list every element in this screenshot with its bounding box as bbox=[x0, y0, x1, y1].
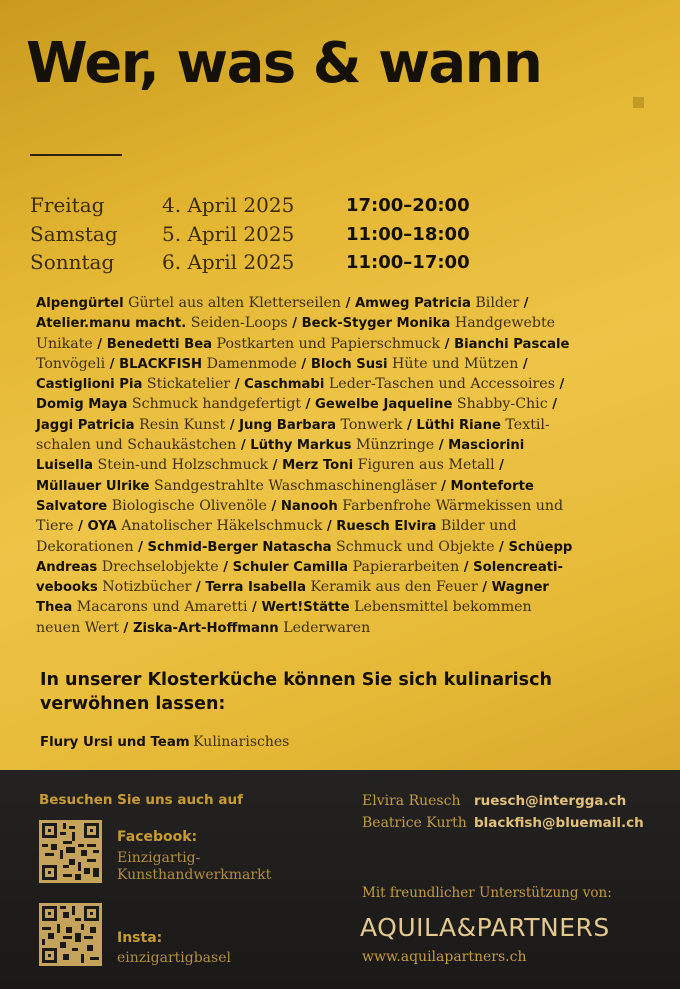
exhibitor-description: Tiere bbox=[36, 518, 79, 535]
title-underline bbox=[30, 154, 122, 156]
exhibitor-name: Müllauer Ulrike bbox=[36, 478, 150, 494]
exhibitor-name: Atelier.manu macht. bbox=[36, 316, 187, 332]
exhibitor-description: Figuren aus Metall bbox=[353, 457, 500, 474]
exhibitor-description: Gürtel aus alten Kletterseilen bbox=[123, 295, 346, 311]
exhibitor-description: schalen und Schaukästchen bbox=[36, 437, 241, 454]
facebook-label: Facebook: bbox=[117, 829, 198, 845]
facebook-value-line-1[interactable]: Einzigartig- bbox=[117, 850, 201, 866]
exhibitor-name: / Bloch Susi bbox=[301, 356, 388, 372]
schedule-time: 11:00–17:00 bbox=[346, 252, 470, 273]
corner-mark bbox=[633, 97, 644, 108]
exhibitor-name: Alpengürtel bbox=[36, 296, 124, 311]
exhibitor-name: / Wagner bbox=[482, 580, 549, 596]
exhibitor-name: / BLACKFISH bbox=[109, 356, 203, 372]
exhibitor-name: / Jung Barbara bbox=[229, 417, 337, 433]
schedule-date: 6. April 2025 bbox=[162, 250, 295, 274]
exhibitor-line bbox=[36, 577, 656, 597]
exhibitor-line bbox=[36, 293, 656, 313]
exhibitor-description: Tonvögeli bbox=[36, 355, 110, 372]
exhibitor-description: Biologische Olivenöle bbox=[107, 497, 272, 514]
schedule-day: Samstag bbox=[30, 222, 118, 246]
exhibitor-line bbox=[36, 618, 656, 638]
exhibitor-name: / Lüthy Markus bbox=[240, 438, 352, 454]
exhibitor-name: / Beck-Styger Monika bbox=[292, 316, 451, 332]
exhibitor-name: / Wert!Stätte bbox=[252, 600, 350, 616]
exhibitor-description: Leder-Taschen und Accessoires bbox=[324, 376, 560, 393]
exhibitor-name: / Gewelbe Jaqueline bbox=[305, 397, 453, 413]
exhibitor-line bbox=[36, 455, 656, 475]
exhibitor-description: Anatolischer Häkelschmuck bbox=[116, 518, 327, 535]
exhibitor-description: Farbenfrohe Wärmekissen und bbox=[337, 497, 564, 514]
exhibitor-description: Handgewebte bbox=[450, 315, 556, 332]
exhibitor-line bbox=[36, 415, 656, 435]
exhibitor-line bbox=[36, 597, 656, 617]
exhibitor-name: / Monteforte bbox=[441, 478, 534, 494]
instagram-label: Insta: bbox=[117, 930, 163, 946]
exhibitor-name: / Merz Toni bbox=[272, 458, 354, 474]
exhibitor-name: / Terra Isabella bbox=[195, 580, 306, 596]
exhibitor-line bbox=[36, 334, 656, 354]
exhibitor-name: / Lüthi Riane bbox=[407, 417, 501, 433]
exhibitor-line bbox=[36, 537, 656, 557]
exhibitor-line bbox=[36, 354, 656, 374]
exhibitor-description: Hüte und Mützen bbox=[387, 355, 523, 372]
exhibitor-line bbox=[36, 313, 656, 333]
kitchen-team-name: Flury Ursi und Team bbox=[40, 735, 190, 750]
exhibitor-name: / bbox=[552, 397, 558, 413]
facebook-qr-code[interactable] bbox=[39, 820, 102, 883]
social-heading: Besuchen Sie uns auch auf bbox=[39, 792, 243, 808]
schedule-day: Freitag bbox=[30, 193, 105, 217]
exhibitor-line bbox=[36, 374, 656, 394]
exhibitor-description: Münzringe bbox=[351, 437, 439, 454]
exhibitor-description: Keramik aus den Feuer bbox=[305, 579, 483, 596]
exhibitor-name: / Benedetti Bea bbox=[97, 336, 213, 352]
exhibitor-list bbox=[36, 293, 656, 638]
exhibitor-line bbox=[36, 496, 656, 516]
qr-icon bbox=[39, 903, 102, 966]
contact-name: Elvira Ruesch bbox=[362, 793, 461, 809]
exhibitor-description: Notizbücher bbox=[97, 579, 196, 596]
sponsor-url[interactable]: www.aquilapartners.ch bbox=[362, 949, 527, 965]
exhibitor-name: Salvatore bbox=[36, 498, 108, 514]
exhibitor-description: Damenmode bbox=[202, 355, 302, 372]
exhibitor-name: / OYA bbox=[78, 519, 117, 535]
schedule-row bbox=[30, 222, 630, 250]
exhibitor-name: Castiglioni Pia bbox=[36, 377, 143, 393]
instagram-value[interactable]: einzigartigbasel bbox=[117, 950, 231, 966]
exhibitor-description: Macarons und Amaretti bbox=[72, 599, 253, 616]
exhibitor-description: Tonwerk bbox=[336, 416, 407, 433]
exhibitor-line bbox=[36, 557, 656, 577]
exhibitor-name: Domig Maya bbox=[36, 397, 128, 413]
schedule-row bbox=[30, 193, 630, 221]
kitchen-heading: In unserer Klosterküche können Sie sich kulinarisch verwöhnen lassen: bbox=[40, 670, 552, 714]
schedule-row bbox=[30, 250, 630, 278]
exhibitor-description: Schmuck handgefertigt bbox=[127, 396, 306, 413]
exhibitor-description: Textil- bbox=[500, 416, 550, 433]
facebook-value-line-2[interactable]: Kunsthandwerkmarkt bbox=[117, 867, 272, 883]
exhibitor-name: / Ziska-Art-Hoffmann bbox=[123, 620, 279, 636]
exhibitor-name: / Schuler Camilla bbox=[223, 559, 349, 575]
exhibitor-description: Unikate bbox=[36, 335, 98, 352]
exhibitor-description: Shabby-Chic bbox=[452, 396, 553, 413]
exhibitor-name: Jaggi Patricia bbox=[36, 417, 135, 433]
exhibitor-description: Lebensmittel bekommen bbox=[349, 599, 532, 616]
exhibitor-description: Stickatelier bbox=[142, 376, 235, 393]
kitchen-team-desc: Kulinarisches bbox=[193, 734, 290, 750]
exhibitor-description: Bilder und bbox=[436, 518, 517, 535]
contact-email[interactable]: blackfish@bluemail.ch bbox=[474, 815, 644, 831]
exhibitor-description: Resin Kunst bbox=[134, 416, 230, 433]
exhibitor-name: Thea bbox=[36, 600, 73, 616]
exhibitor-name: / bbox=[522, 356, 528, 372]
exhibitor-description: Postkarten und Papierschmuck bbox=[212, 335, 445, 352]
exhibitor-name: / Nanooh bbox=[271, 498, 338, 514]
schedule-date: 4. April 2025 bbox=[162, 193, 295, 217]
contact-name: Beatrice Kurth bbox=[362, 815, 467, 831]
exhibitor-description: Papierarbeiten bbox=[348, 558, 464, 575]
exhibitor-description: Bilder bbox=[470, 295, 524, 311]
exhibitor-name: Luisella bbox=[36, 458, 94, 474]
exhibitor-name: / bbox=[559, 377, 565, 393]
instagram-qr-code[interactable] bbox=[39, 903, 102, 966]
exhibitor-name: / Caschmabi bbox=[234, 377, 325, 393]
exhibitor-description: Drechselobjekte bbox=[97, 558, 224, 575]
schedule-day: Sonntag bbox=[30, 250, 115, 274]
exhibitor-name: / Schüepp bbox=[499, 539, 573, 555]
exhibitor-name: / bbox=[523, 296, 529, 311]
exhibitor-description: Dekorationen bbox=[36, 538, 139, 555]
schedule-time: 11:00–18:00 bbox=[346, 224, 470, 245]
exhibitor-name: vebooks bbox=[36, 580, 98, 596]
sponsor-label: Mit freundlicher Unterstützung von: bbox=[362, 885, 612, 901]
exhibitor-line bbox=[36, 394, 656, 414]
kitchen-team bbox=[40, 734, 289, 751]
exhibitor-name: / bbox=[499, 458, 504, 474]
exhibitor-line bbox=[36, 476, 656, 496]
exhibitor-description: neuen Wert bbox=[36, 619, 124, 636]
exhibitor-name: / Solencreati- bbox=[463, 559, 564, 575]
schedule-time: 17:00–20:00 bbox=[346, 195, 470, 216]
exhibitor-name: / Schmid-Berger Natascha bbox=[138, 539, 332, 555]
exhibitor-description: Schmuck und Objekte bbox=[331, 538, 500, 555]
page-title: Wer, was & wann bbox=[26, 31, 542, 96]
exhibitor-name: Andreas bbox=[36, 559, 98, 575]
schedule-date: 5. April 2025 bbox=[162, 222, 295, 246]
exhibitor-description: Lederwaren bbox=[278, 619, 371, 636]
exhibitor-name: / Amweg Patricia bbox=[345, 296, 471, 311]
qr-icon bbox=[39, 820, 102, 883]
exhibitor-line bbox=[36, 516, 656, 536]
exhibitor-description: Sandgestrahlte Waschmaschinengläser bbox=[149, 477, 442, 494]
exhibitor-name: / Masciorini bbox=[438, 438, 525, 454]
exhibitor-description: Seiden-Loops bbox=[186, 315, 293, 332]
sponsor-logo: AQUILA&PARTNERS bbox=[360, 913, 610, 942]
exhibitor-name: / Ruesch Elvira bbox=[326, 519, 437, 535]
contact-email[interactable]: ruesch@intergga.ch bbox=[474, 793, 627, 809]
exhibitor-line bbox=[36, 435, 656, 455]
exhibitor-name: / Bianchi Pascale bbox=[444, 336, 570, 352]
exhibitor-description: Stein-und Holzschmuck bbox=[93, 457, 273, 474]
